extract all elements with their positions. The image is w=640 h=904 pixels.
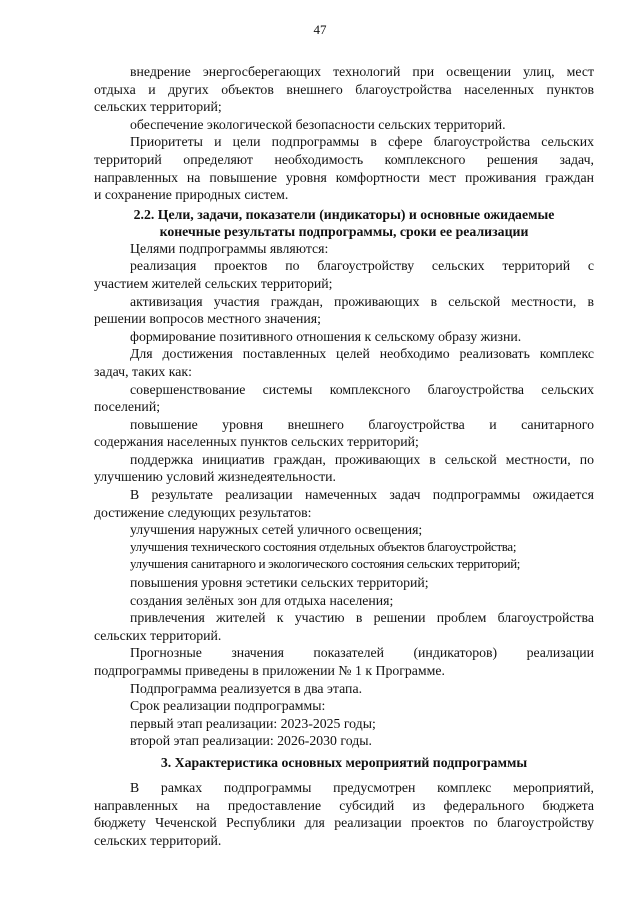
text-line: задач, таких как: xyxy=(94,363,192,379)
text-line: совершенствование системы комплексного благоустройства сельских xyxy=(130,381,594,397)
text-line: улучшению условий жизнедеятельности. xyxy=(94,469,336,485)
task-item xyxy=(94,381,594,416)
text-line: территорий определяют необходимость комплексного решения задач, xyxy=(94,151,594,167)
goal-item xyxy=(94,257,594,292)
text-line: сельских территорий. xyxy=(94,627,222,643)
result-item: улучшения технического состояния отдельных объектов благоустройства; xyxy=(130,539,517,554)
stage-item: второй этап реализации: 2026-2030 годы. xyxy=(130,733,372,749)
text-line: Прогнозные значения показателей (индикаторов) реализации xyxy=(130,645,594,661)
text-line: подпрограммы приведены в приложении № 1 к Программе. xyxy=(94,663,445,678)
text-line: и сохранение природных систем. xyxy=(94,187,289,203)
document-body xyxy=(94,63,594,849)
text-line: участием жителей сельских территорий; xyxy=(94,275,333,291)
result-item: улучшения санитарного и экологического состояния сельских территорий; xyxy=(130,557,521,572)
text-line: активизация участия граждан, проживающих в сельской местности, в xyxy=(130,293,594,309)
result-item: повышения уровня эстетики сельских территорий; xyxy=(130,575,429,591)
paragraph-lighting xyxy=(94,63,594,116)
result-item xyxy=(94,609,594,644)
task-item xyxy=(94,451,594,486)
text-line: отдыха и других объектов внешнего благоустройства населенных пунктов xyxy=(94,81,594,97)
text-line: сельских территорий. xyxy=(94,832,222,848)
task-item xyxy=(94,416,594,451)
result-item: улучшения наружных сетей уличного освещения; xyxy=(130,522,423,538)
text-line: Для достижения поставленных целей необходимо реализовать комплекс xyxy=(130,346,594,362)
goal-item xyxy=(94,293,594,328)
text-line: направленных на предоставление субсидий из федерального бюджета xyxy=(94,797,594,813)
paragraph-priorities xyxy=(94,133,594,203)
text-line: решении вопросов местного значения; xyxy=(94,311,321,327)
goal-item: формирование позитивного отношения к сельскому образу жизни. xyxy=(130,328,522,344)
paragraph-measures xyxy=(94,779,594,849)
text-line: повышение уровня внешнего благоустройства и санитарного xyxy=(130,416,594,432)
text-line: В результате реализации намеченных задач подпрограммы ожидается xyxy=(130,487,594,503)
text-line: внедрение энергосберегающих технологий при освещении улиц, мест xyxy=(130,64,594,79)
text-line: достижение следующих результатов: xyxy=(94,504,312,520)
stage-item: первый этап реализации: 2023-2025 годы; xyxy=(130,715,376,731)
text-line: сельских территорий; xyxy=(94,99,222,115)
text-line: поселений; xyxy=(94,399,161,415)
paragraph-ecology: обеспечение экологической безопасности сельских территорий. xyxy=(130,116,506,132)
text-line: поддержка инициатив граждан, проживающих в сельской местности, по xyxy=(130,451,594,467)
tasks-intro xyxy=(94,345,594,380)
heading-line: 2.2. Цели, задачи, показатели (индикаторы) и основные ожидаемые xyxy=(133,206,555,222)
section-heading-3: 3. Характеристика основных мероприятий подпрограммы xyxy=(160,754,528,770)
text-line: направленных на повышение уровня комфортности мест проживания граждан xyxy=(94,169,594,185)
text-line: Приоритеты и цели подпрограммы в сфере благоустройства сельских xyxy=(130,134,594,150)
term-intro: Срок реализации подпрограммы: xyxy=(130,698,326,714)
paragraph-stages: Подпрограмма реализуется в два этапа. xyxy=(130,680,363,696)
results-intro xyxy=(94,486,594,521)
heading-line: конечные результаты подпрограммы, сроки ее реализации xyxy=(159,223,529,239)
text-line: привлечения жителей к участию в решении проблем благоустройства xyxy=(130,610,594,626)
text-line: содержания населенных пунктов сельских территорий; xyxy=(94,434,419,450)
page-number: 47 xyxy=(313,22,327,37)
paragraph-forecast xyxy=(94,644,594,679)
text-line: бюджету Чеченской Республики для реализации проектов по благоустройству xyxy=(94,815,594,831)
result-item: создания зелёных зон для отдыха населения; xyxy=(130,592,394,608)
goals-intro: Целями подпрограммы являются: xyxy=(130,240,329,256)
section-heading-2-2 xyxy=(94,206,594,240)
text-line: реализация проектов по благоустройству сельских территорий с xyxy=(130,258,594,274)
text-line: В рамках подпрограммы предусмотрен комплекс мероприятий, xyxy=(130,779,594,795)
